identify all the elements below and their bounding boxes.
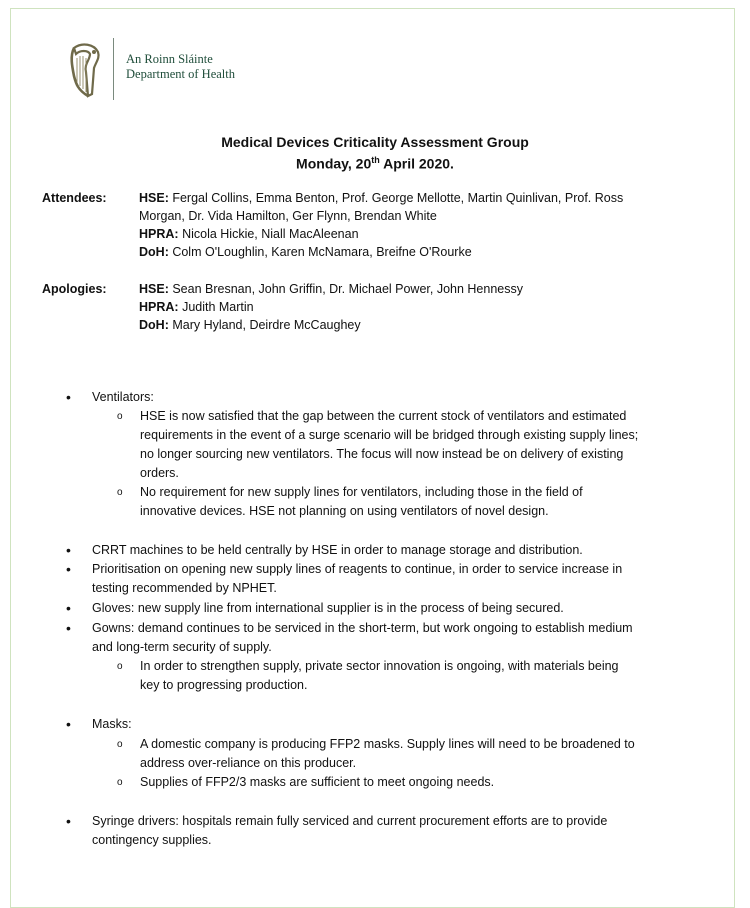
hse-names: Sean Bresnan, John Griffin, Dr. Michael Power, John Hennessy	[168, 282, 523, 296]
apologies-hse	[139, 280, 692, 298]
doh-label: DoH:	[139, 318, 169, 332]
subitem-line: o A domestic company is producing FFP2 masks. Supply lines will need to be broadened to	[140, 737, 635, 751]
attendees-label: Attendees:	[42, 191, 107, 205]
meeting-name: Medical Devices Criticality Assessment Group	[221, 134, 529, 150]
date-suffix-sup: th	[371, 155, 380, 165]
list-subitem: o Supplies of FFP2/3 masks are sufficient to meet ongoing needs.	[140, 773, 695, 792]
subitem-line: o In order to strengthen supply, private sector innovation is ongoing, with materials being	[140, 659, 619, 673]
list-item-gloves: • Gloves: new supply line from international supplier is in the process of being secured.	[92, 599, 692, 618]
item-line: • Prioritisation on opening new supply lines of reagents to continue, in order to service increase in	[92, 562, 623, 576]
apologies-doh	[139, 316, 692, 334]
harp-icon	[64, 42, 106, 100]
attendees-hpra	[139, 225, 692, 243]
dept-irish-name: An Roinn Sláinte	[126, 52, 213, 66]
doh-names: Colm O'Loughlin, Karen McNamara, Breifne O'Rourke	[168, 245, 472, 259]
item-line: testing recommended by NPHET.	[92, 581, 277, 595]
doh-label: DoH:	[139, 245, 169, 259]
list-subitem	[140, 483, 695, 521]
item-line: contingency supplies.	[92, 833, 212, 847]
subitem-line: orders.	[140, 466, 179, 480]
attendees-hse	[139, 189, 692, 207]
list-subitem	[140, 407, 695, 483]
doh-names: Mary Hyland, Deirdre McCaughey	[168, 318, 361, 332]
list-subitem	[140, 735, 695, 773]
subitem-line: o No requirement for new supply lines for ventilators, including those in the field of	[140, 485, 583, 499]
hse-label: HSE:	[139, 282, 169, 296]
meeting-date	[0, 151, 750, 173]
subitem-line: o HSE is now satisfied that the gap between the current stock of ventilators and estimated	[140, 409, 627, 423]
list-subitem	[140, 657, 695, 695]
list-item-syringe-drivers	[92, 812, 692, 850]
apologies-hpra	[139, 298, 692, 316]
hpra-names: Nicola Hickie, Niall MacAleenan	[178, 227, 359, 241]
subitem-line: address over-reliance on this producer.	[140, 756, 357, 770]
item-line: and long-term security of supply.	[92, 640, 272, 654]
list-item-gowns	[92, 619, 692, 657]
attendees-section	[42, 189, 692, 261]
list-item-crrt: • CRRT machines to be held centrally by HSE in order to manage storage and distribution.	[92, 541, 692, 560]
hpra-label: HPRA:	[139, 300, 179, 314]
subitem-line: innovative devices. HSE not planning on using ventilators of novel design.	[140, 504, 549, 518]
item-line: • Gowns: demand continues to be serviced in the short-term, but work ongoing to establish medium	[92, 621, 633, 635]
dept-english-name: Department of Health	[126, 67, 235, 81]
hpra-names: Judith Martin	[178, 300, 254, 314]
date-prefix: Monday, 20	[296, 155, 372, 172]
date-rest: April 2020.	[379, 155, 454, 172]
hse-names-1: Fergal Collins, Emma Benton, Prof. George Mellotte, Martin Quinlivan, Prof. Ross	[168, 191, 624, 205]
hpra-label: HPRA:	[139, 227, 179, 241]
apologies-section	[42, 280, 692, 334]
attendees-hse-cont: Morgan, Dr. Vida Hamilton, Ger Flynn, Brendan White	[139, 209, 437, 223]
list-item-prioritisation	[92, 560, 692, 598]
item-line: • Syringe drivers: hospitals remain fully serviced and current procurement efforts are to provide	[92, 814, 608, 828]
apologies-label: Apologies:	[42, 282, 107, 296]
document-title	[0, 133, 750, 173]
hse-label: HSE:	[139, 191, 169, 205]
list-item-masks: • Masks:	[92, 715, 692, 734]
attendees-doh	[139, 243, 692, 261]
logo-divider	[113, 38, 114, 100]
subitem-line: requirements in the event of a surge scenario will be bridged through existing supply lines;	[140, 428, 639, 442]
department-name	[126, 52, 235, 82]
subitem-line: key to progressing production.	[140, 678, 308, 692]
list-item-ventilators: • Ventilators:	[92, 388, 692, 407]
subitem-line: no longer sourcing new ventilators. The focus will now instead be on delivery of existing	[140, 447, 624, 461]
